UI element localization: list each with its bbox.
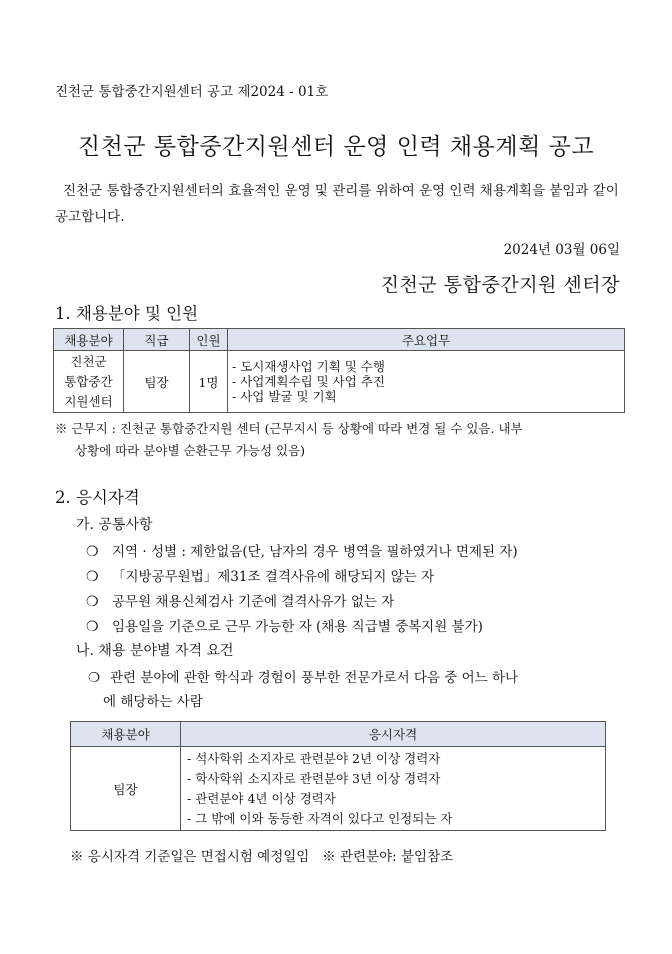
header-rank: 직급 [124,329,190,351]
list-item [86,540,518,560]
header-field: 채용분야 [54,329,124,351]
signer: 진천군 통합중간지원 센터장 [380,274,620,296]
notice-number: 진천군 통합중간지원센터 공고 제2024 - 01호 [55,84,329,100]
workplace-note [55,418,627,462]
recruitment-table [53,328,625,413]
duty-item: - 도시재생사업 기획 및 수행 [232,359,385,374]
circle-bullet-icon: ❍ [86,619,99,635]
rank-cell: 팀장 [124,351,190,413]
list-item-text: 지역 · 성별 : 제한없음(단, 남자의 경우 병역을 필하였거나 면제된 자) [112,544,518,560]
table-row [71,747,606,831]
field-line: 지원센터 [64,393,113,409]
list-item [86,590,394,610]
qualification-table-header [71,722,606,747]
table-row [54,351,625,413]
note-line: ※ 근무지 : 진천군 통합중간지원 센터 (근무지시 등 상황에 따라 변경 될 수 있음. 내부 [55,421,523,436]
header-duties: 주요업무 [228,329,625,351]
header-field: 채용분야 [71,722,181,747]
list-item [86,565,434,585]
qualification-item: - 석사학위 소지자로 관련분야 2년 이상 경력자 [187,750,441,766]
qualification-note: ※ 응시자격 기준일은 면접시험 예정일임 ※ 관련분야: 붙임참조 [70,849,454,865]
subheading-field-requirements: 나. 채용 분야별 자격 요건 [76,643,234,659]
section1-heading: 1. 채용분야 및 인원 [55,304,199,323]
page-title: 진천군 통합중간지원센터 운영 인력 채용계획 공고 [77,134,595,160]
list-item-text: 공무원 채용신체검사 기준에 결격사유가 없는 자 [112,594,395,610]
requirement-item [88,666,628,714]
list-item [86,615,483,635]
list-item-text: 「지방공무원법」제31조 결격사유에 해당되지 않는 자 [112,569,435,585]
notice-date: 2024년 03월 06일 [503,242,620,258]
header-count: 인원 [190,329,228,351]
duties-cell [228,351,625,413]
field-cell [54,351,124,413]
requirement-text: 에 해당하는 사람 [103,694,203,710]
qualification-table [70,721,606,831]
field-cell: 팀장 [71,747,181,831]
circle-bullet-icon: ❍ [88,670,101,686]
field-line: 통합중간 [64,373,113,389]
qualification-item: - 관련분야 4년 이상 경력자 [187,790,336,806]
intro-paragraph: 진천군 통합중간지원센터의 효율적인 운영 및 관리를 위하여 운영 인력 채용계획을 붙임과 같이 공고합니다. [55,183,619,225]
circle-bullet-icon: ❍ [86,594,99,610]
circle-bullet-icon: ❍ [86,544,99,560]
list-item-text: 임용일을 기준으로 근무 가능한 자 (채용 직급별 중복지원 불가) [112,619,483,635]
recruitment-table-header [54,329,625,351]
section2-heading: 2. 응시자격 [55,488,140,507]
requirement-text: 관련 분야에 관한 학식과 경험이 풍부한 전문가로서 다음 중 어느 하나 [110,670,519,686]
header-qualification: 응시자격 [181,722,606,747]
count-cell: 1명 [190,351,228,413]
note-line: 상황에 따라 분야별 순환근무 가능성 있음) [75,443,306,458]
duty-item: - 사업계획수립 및 사업 추진 [232,374,385,389]
qualification-cell [181,747,606,831]
field-line: 진천군 [70,353,107,369]
subheading-common: 가. 공통사항 [76,517,153,533]
qualification-item: - 학사학위 소지자로 관련분야 3년 이상 경력자 [187,770,441,786]
qualification-item: - 그 밖에 이와 동등한 자격이 있다고 인정되는 자 [187,810,453,826]
circle-bullet-icon: ❍ [86,569,99,585]
duty-item: - 사업 발굴 및 기획 [232,389,337,404]
